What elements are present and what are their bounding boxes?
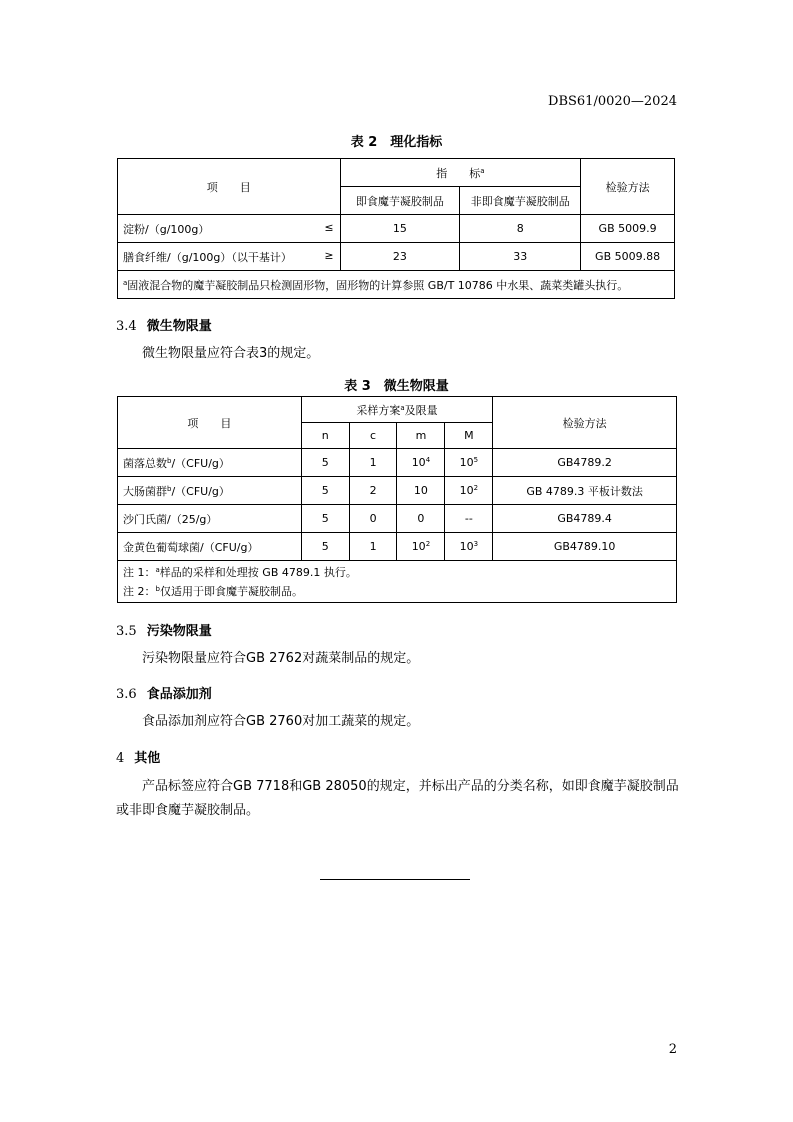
table3-microbial [117, 396, 677, 603]
c-cell: 2 [349, 477, 397, 505]
section-3-4-text: 微生物限量应符合表3的规定。 [142, 346, 320, 361]
c-cell: 1 [349, 533, 397, 561]
item-cell: 大肠菌群$^b$/（CFU/g） [118, 477, 302, 505]
section-4-text: 产品标签应符合GB 7718和GB 28050的规定，并标出产品的分类名称，如即食魔芋凝胶制品或非即食魔芋凝胶制品。 [116, 779, 679, 818]
table2-caption: 表 2 理化指标 [350, 135, 443, 150]
value-cell: 33 [460, 243, 581, 271]
M-cell: $10^5$ [445, 449, 493, 477]
item-cell: 沙门氏菌/（25/g） [118, 505, 302, 533]
c-cell: 1 [349, 449, 397, 477]
end-rule [320, 879, 470, 880]
table3-header-method: 检验方法 [493, 397, 677, 449]
m-cell: 0 [397, 505, 445, 533]
item-cell: 金黄色葡萄球菌/（CFU/g） [118, 533, 302, 561]
table3-note-1: 注 1：$^a$样品的采样和处理按 GB 4789.1 执行。 [123, 565, 357, 579]
table2-header-noninstant: 非即食魔芋凝胶制品 [460, 187, 581, 215]
standard-number: DBS61/0020—2024 [548, 94, 677, 109]
table-row [118, 477, 677, 505]
M-cell: -- [445, 505, 493, 533]
page-number: 2 [668, 1042, 677, 1057]
item-cell: 淀粉/（g/100g） ≤ [118, 215, 341, 243]
item-cell: 膳食纤维/（g/100g）（以干基计） ≥ [118, 243, 341, 271]
value-cell: 23 [340, 243, 460, 271]
M-cell: $10^3$ [445, 533, 493, 561]
method-cell: GB4789.4 [493, 505, 677, 533]
c-cell: 0 [349, 505, 397, 533]
m-cell: 10 [397, 477, 445, 505]
section-3-6-text: 食品添加剂应符合GB 2760对加工蔬菜的规定。 [142, 714, 420, 729]
table3-header-plan: 采样方案$^a$及限量 [301, 397, 492, 423]
n-cell: 5 [301, 533, 349, 561]
table-row [118, 533, 677, 561]
n-cell: 5 [301, 505, 349, 533]
table-row [118, 449, 677, 477]
section-3-5-heading: 3.5 污染物限量 [116, 624, 212, 639]
method-cell: GB 5009.9 [581, 215, 675, 243]
item-cell: 菌落总数$^b$/（CFU/g） [118, 449, 302, 477]
method-cell: GB4789.10 [493, 533, 677, 561]
table3-footnotes [118, 561, 677, 603]
table2-physicochemical [117, 158, 675, 299]
table-row [118, 243, 675, 271]
table3-header-M: M [445, 423, 493, 449]
value-cell: 15 [340, 215, 460, 243]
table2-header-indicator: 指 标$^a$ [340, 159, 581, 187]
table2-header-method: 检验方法 [581, 159, 675, 215]
method-cell: GB4789.2 [493, 449, 677, 477]
section-3-5-text: 污染物限量应符合GB 2762对蔬菜制品的规定。 [142, 651, 420, 666]
table-row [118, 505, 677, 533]
value-cell: 8 [460, 215, 581, 243]
table3-header-n: n [301, 423, 349, 449]
m-cell: $10^2$ [397, 533, 445, 561]
section-3-6-heading: 3.6 食品添加剂 [116, 687, 212, 702]
table3-header-c: c [349, 423, 397, 449]
m-cell: $10^4$ [397, 449, 445, 477]
n-cell: 5 [301, 449, 349, 477]
section-3-4-heading: 3.4 微生物限量 [116, 319, 212, 334]
M-cell: $10^2$ [445, 477, 493, 505]
table3-header-m: m [397, 423, 445, 449]
method-cell: GB 4789.3 平板计数法 [493, 477, 677, 505]
table2-header-instant: 即食魔芋凝胶制品 [340, 187, 460, 215]
n-cell: 5 [301, 477, 349, 505]
table3-note-2: 注 2：$^b$仅适用于即食魔芋凝胶制品。 [123, 584, 303, 598]
section-4-heading: 4 其他 [116, 751, 161, 766]
method-cell: GB 5009.88 [581, 243, 675, 271]
table3-caption: 表 3 微生物限量 [344, 379, 449, 394]
table3-header-item: 项 目 [118, 397, 302, 449]
table2-header-item: 项 目 [118, 159, 341, 215]
table2-footnote: $^a$固液混合物的魔芋凝胶制品只检测固形物，固形物的计算参照 GB/T 10786 中水果、蔬菜类罐头执行。 [118, 271, 675, 299]
table-row [118, 215, 675, 243]
